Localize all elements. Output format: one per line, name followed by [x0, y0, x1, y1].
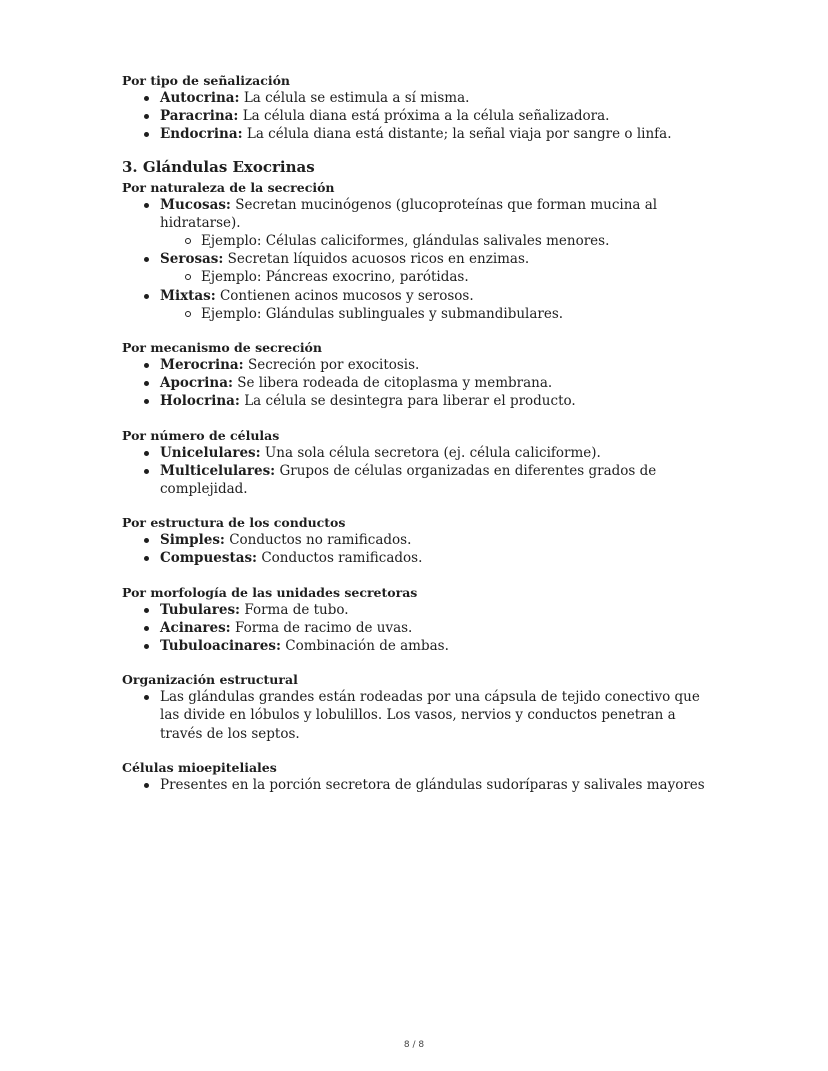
list-item: [122, 374, 722, 392]
item-term: Holocrina:: [160, 393, 240, 410]
item-term: Mucosas:: [160, 196, 231, 213]
item-text: Se libera rodeada de citoplasma y membrana.: [232, 375, 553, 392]
list-organizacion: [122, 688, 722, 743]
item-text: Forma de racimo de uvas.: [230, 619, 413, 636]
item-text: Conductos ramificados.: [257, 550, 423, 567]
sublist-example: [122, 305, 722, 323]
list-mecanismo: [122, 356, 722, 411]
sublist-example: [122, 268, 722, 286]
item-text: Grupos de células organizadas en diferentes grados de complejidad.: [160, 462, 657, 498]
item-term: Paracrina:: [160, 108, 239, 125]
sublist-item: Ejemplo: Glándulas sublinguales y submandibulares.: [122, 305, 722, 323]
list-item: [122, 356, 722, 374]
item-term: Unicelulares:: [160, 444, 261, 461]
item-term: Autocrina:: [160, 90, 240, 106]
item-text: Secretan mucinógenos (glucoproteínas que forman mucina al hidratarse).: [160, 196, 658, 231]
list-numero: [122, 444, 722, 499]
item-text: La célula diana está distante; la señal viaja por sangre o linfa.: [242, 126, 672, 143]
subheading-morfologia: Por morfología de las unidades secretoras: [122, 584, 418, 600]
subheading-mioepiteliales: Células mioepiteliales: [122, 759, 277, 775]
item-term: Endocrina:: [160, 126, 243, 143]
list-estructura: [122, 531, 722, 567]
list-naturaleza: [122, 196, 722, 232]
list-naturaleza-2: [122, 250, 722, 268]
list-item: [122, 619, 722, 637]
item-text: Secretan líquidos acuosos ricos en enzimas.: [223, 251, 530, 268]
item-term: Multicelulares:: [160, 462, 276, 479]
item-text: Combinación de ambas.: [280, 638, 449, 655]
list-item: Presentes en la porción secretora de glándulas sudoríparas y salivales mayores: [122, 776, 722, 794]
item-term: Merocrina:: [160, 357, 244, 374]
list-item: [122, 637, 722, 655]
list-item: [122, 444, 722, 462]
list-item: [122, 392, 722, 410]
sublist-item: Ejemplo: Páncreas exocrino, parótidas.: [122, 268, 722, 286]
item-term: Tubuloacinares:: [160, 638, 281, 655]
list-senalizacion: [122, 89, 722, 144]
item-text: Secreción por exocitosis.: [243, 357, 420, 374]
page-number: 8 / 8: [403, 1040, 425, 1050]
list-item: Las glándulas grandes están rodeadas por una cápsula de tejido conectivo que las divide en lóbulos y lobulillos. Los vasos, nervios y conductos penetran a través de los septos.: [122, 688, 722, 743]
item-text: La célula se desintegra para liberar el producto.: [239, 393, 576, 410]
sublist-example: [122, 232, 722, 250]
list-item: [122, 107, 722, 125]
list-item: [122, 462, 722, 498]
list-item: [122, 601, 722, 619]
item-term: Apocrina:: [160, 375, 233, 392]
item-text: La célula se estimula a sí misma.: [239, 90, 470, 106]
item-term: Tubulares:: [160, 601, 241, 618]
item-text: Contienen acinos mucosos y serosos.: [215, 287, 474, 304]
subheading-mecanismo: Por mecanismo de secreción: [122, 340, 322, 356]
subheading-estructura: Por estructura de los conductos: [122, 515, 346, 531]
section-heading: 3. Glándulas Exocrinas: [122, 157, 315, 176]
item-term: Simples:: [160, 532, 225, 549]
subheading-naturaleza: Por naturaleza de la secreción: [122, 179, 335, 195]
item-text: La célula diana está próxima a la célula señalizadora.: [238, 108, 610, 125]
list-item: [122, 531, 722, 549]
list-item: [122, 549, 722, 567]
item-text: Conductos no ramificados.: [224, 532, 412, 549]
list-mioepiteliales: [122, 776, 722, 794]
list-item: [122, 125, 722, 143]
list-item: [122, 287, 722, 305]
item-term: Acinares:: [160, 619, 231, 636]
item-text: Una sola célula secretora (ej. célula caliciforme).: [260, 444, 601, 461]
item-text: Forma de tubo.: [240, 601, 349, 618]
subheading-organizacion: Organización estructural: [122, 672, 298, 688]
item-term: Serosas:: [160, 251, 224, 268]
item-term: Mixtas:: [160, 287, 216, 304]
list-naturaleza-3: [122, 287, 722, 305]
list-item: [122, 250, 722, 268]
list-morfologia: [122, 601, 722, 656]
sublist-item: Ejemplo: Células caliciformes, glándulas salivales menores.: [122, 232, 722, 250]
document-page: [122, 72, 722, 794]
list-item: [122, 196, 722, 232]
subheading-numero: Por número de células: [122, 427, 280, 443]
subheading-senalizacion: Por tipo de señalización: [122, 73, 290, 88]
list-item: [122, 89, 722, 107]
item-term: Compuestas:: [160, 550, 258, 567]
